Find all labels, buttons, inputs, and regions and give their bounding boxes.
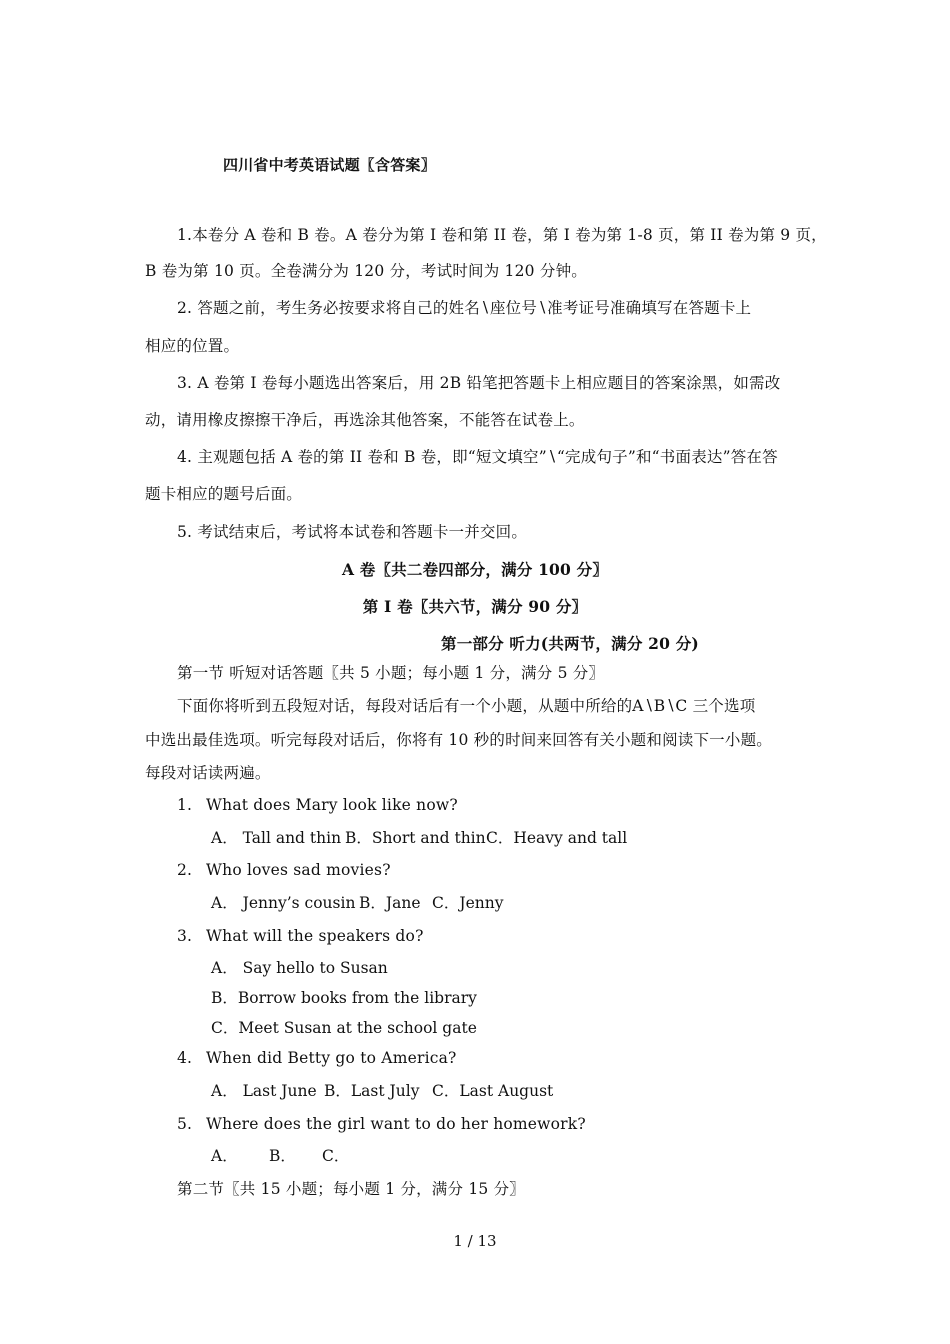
question-text: Where does the girl want to do her homework? [206, 1115, 586, 1133]
option-b: B． [269, 1147, 296, 1165]
question-number: 1. [177, 796, 193, 814]
section-1-intro-line3: 每段对话读两遍。 [145, 764, 271, 782]
option-c: C．Meet Susan at the school gate [211, 1019, 477, 1037]
section-1-intro-line2: 中选出最佳选项。听完每段对话后，你将有 10 秒的时间来回答有关小题和阅读下一小题。 [145, 731, 772, 749]
question-number: 4. [177, 1049, 193, 1067]
option-a: A． Last June [211, 1082, 317, 1100]
part-1-heading: 第一部分 听力(共两节，满分 20 分) [441, 634, 699, 653]
option-c: C．Heavy and tall [486, 829, 628, 847]
question-text: Who loves sad movies? [206, 861, 391, 879]
section-1-heading: 第一节 听短对话答题〖共 5 小题；每小题 1 分，满分 5 分〗 [177, 664, 605, 682]
option-b: B．Jane [359, 894, 421, 912]
option-a: A． Say hello to Susan [211, 959, 388, 977]
section-1-intro-line1: 下面你将听到五段短对话，每段对话后有一个小题，从题中所给的A∖B∖C 三个选项 [177, 697, 756, 715]
instruction-1-line2: B 卷为第 10 页。全卷满分为 120 分，考试时间为 120 分钟。 [145, 262, 587, 280]
option-a: A． Jenny’s cousin [211, 894, 356, 912]
instruction-4-line2: 题卡相应的题号后面。 [145, 485, 303, 503]
instruction-1-line1: 1.本卷分 A 卷和 B 卷。A 卷分为第 I 卷和第 II 卷，第 I 卷为第 1-8 页，第 II 卷为第 9 页， [177, 226, 827, 244]
a-volume-heading: A 卷〖共二卷四部分，满分 100 分〗 [341, 560, 609, 579]
question-text: What does Mary look like now? [206, 796, 458, 814]
option-b: B．Borrow books from the library [211, 989, 477, 1007]
option-c: C．Last August [432, 1082, 554, 1100]
option-b: B．Short and thin [345, 829, 486, 847]
instruction-4-line1: 4. 主观题包括 A 卷的第 II 卷和 B 卷，即“短文填空”∖“完成句子”和“书面表达”答在答 [177, 448, 778, 466]
question-text: When did Betty go to America? [206, 1049, 457, 1067]
instruction-5-line1: 5. 考试结束后，考试将本试卷和答题卡一并交回。 [177, 523, 528, 541]
instruction-2-line1: 2. 答题之前，考生务必按要求将自己的姓名∖座位号∖准考证号准确填写在答题卡上 [177, 299, 752, 317]
volume-1-heading: 第 I 卷〖共六节，满分 90 分〗 [362, 597, 588, 616]
question-text: What will the speakers do? [206, 927, 424, 945]
option-c: C． [322, 1147, 350, 1165]
section-2-heading: 第二节〖共 15 小题；每小题 1 分，满分 15 分〗 [177, 1180, 525, 1198]
option-c: C．Jenny [432, 894, 504, 912]
option-a: A． Tall and thin [211, 829, 342, 847]
option-a: A． [211, 1147, 238, 1165]
instruction-2-line2: 相应的位置。 [145, 337, 240, 355]
page-number: 1 / 13 [453, 1232, 497, 1250]
document-title: 四川省中考英语试题〖含答案〗 [223, 156, 436, 174]
instruction-3-line1: 3. A 卷第 I 卷每小题选出答案后，用 2B 铅笔把答题卡上相应题目的答案涂黑，如需改 [177, 374, 781, 392]
option-b: B．Last July [324, 1082, 420, 1100]
question-number: 5. [177, 1115, 193, 1133]
question-number: 3. [177, 927, 193, 945]
question-number: 2. [177, 861, 193, 879]
instruction-3-line2: 动，请用橡皮擦擦干净后，再选涂其他答案，不能答在试卷上。 [145, 411, 585, 429]
